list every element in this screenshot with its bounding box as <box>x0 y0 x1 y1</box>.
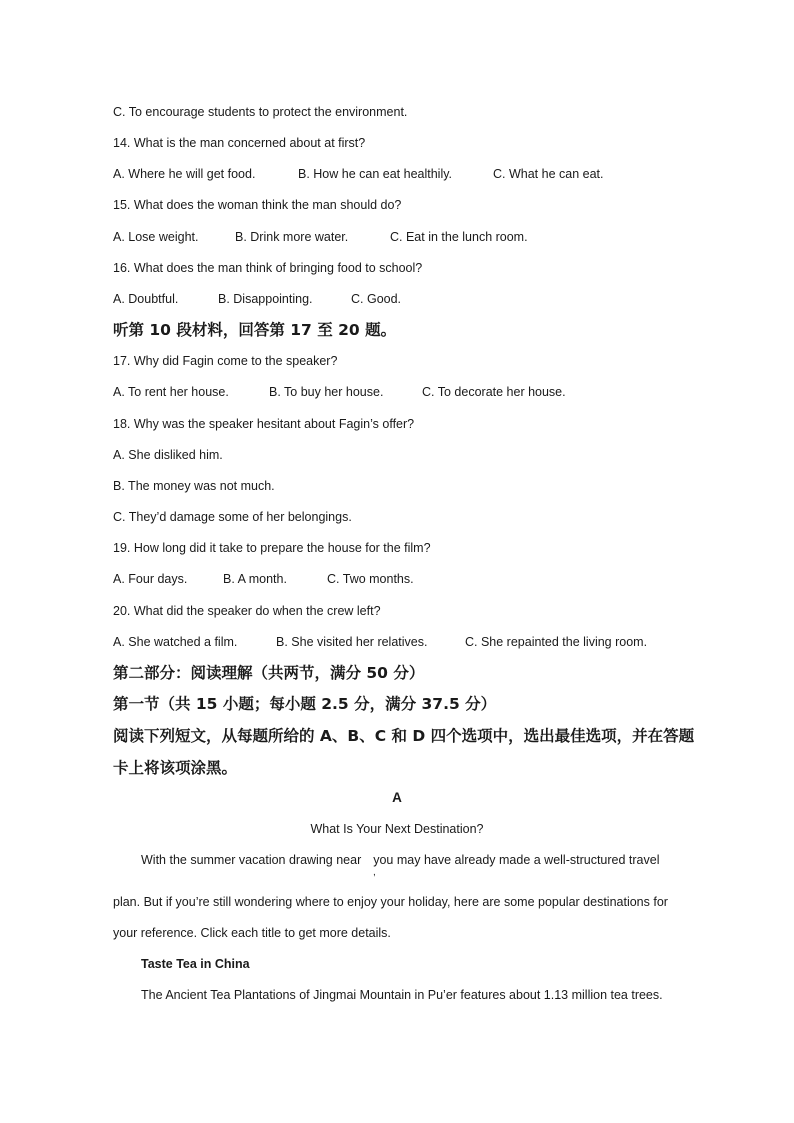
q19-options <box>113 571 414 587</box>
q16-option-a: A. Doubtful. <box>113 292 179 306</box>
paragraph1-line3: your reference. Click each title to get more details. <box>113 926 391 940</box>
q20-option-b: B. She visited her relatives. <box>276 635 428 649</box>
q19-option-a: A. Four days. <box>113 572 188 586</box>
q16-option-c: C. Good. <box>351 292 402 306</box>
reading-instruction-line2: 卡上将该项涂黑。 <box>113 759 238 777</box>
q19-question: 19. How long did it take to prepare the house for the film? <box>113 541 431 555</box>
paragraph1-line1-end: you may have already made a well-structured travel <box>373 853 660 867</box>
reading-section-title: 第一节（共 15 小题；每小题 2.5 分，满分 37.5 分） <box>113 695 497 713</box>
q16-question: 16. What does the man think of bringing food to school? <box>113 261 423 275</box>
q20-option-c: C. She repainted the living room. <box>465 635 648 649</box>
section-10-instruction: 听第 10 段材料，回答第 17 至 20 题。 <box>113 321 397 339</box>
q19-option-c: C. Two months. <box>327 572 414 586</box>
q14-option-c: C. What he can eat. <box>493 167 604 181</box>
passage-letter: A <box>392 790 402 805</box>
q20-option-a: A. She watched a film. <box>113 635 238 649</box>
q15-option-a: A. Lose weight. <box>113 230 199 244</box>
q16-options <box>113 291 401 307</box>
paragraph1-line1-start: With the summer vacation drawing near <box>141 853 362 867</box>
q15-question: 15. What does the woman think the man should do? <box>113 198 402 212</box>
q16-option-b: B. Disappointing. <box>218 292 313 306</box>
q17-options <box>113 384 566 400</box>
q18-option-a: A. She disliked him. <box>113 448 223 462</box>
q15-options <box>113 229 528 245</box>
q18-option-b: B. The money was not much. <box>113 479 275 493</box>
q14-question: 14. What is the man concerned about at first? <box>113 136 366 150</box>
q18-option-c: C. They’d damage some of her belongings. <box>113 510 352 524</box>
q18-question: 18. Why was the speaker hesitant about Fagin’s offer? <box>113 417 415 431</box>
q20-question: 20. What did the speaker do when the crew left? <box>113 604 381 618</box>
subheading-taste-tea: Taste Tea in China <box>141 957 250 971</box>
q15-option-b: B. Drink more water. <box>235 230 349 244</box>
q15-option-c: C. Eat in the lunch room. <box>390 230 528 244</box>
q17-option-a: A. To rent her house. <box>113 385 229 399</box>
paragraph1-line2: plan. But if you’re still wondering where to enjoy your holiday, here are some popular destinations for <box>113 895 668 909</box>
reading-instruction-line1: 阅读下列短文，从每题所给的 A、B、C 和 D 四个选项中，选出最佳选项，并在答题 <box>113 727 695 745</box>
paragraph1-comma: , <box>373 867 376 878</box>
q17-option-c: C. To decorate her house. <box>422 385 566 399</box>
q17-question: 17. Why did Fagin come to the speaker? <box>113 354 338 368</box>
reading-part-title: 第二部分：阅读理解（共两节，满分 50 分） <box>113 664 425 682</box>
q19-option-b: B. A month. <box>223 572 287 586</box>
paragraph1-line1 <box>141 852 659 868</box>
q13-option-c: C. To encourage students to protect the environment. <box>113 105 408 119</box>
q14-options <box>113 166 603 182</box>
q14-option-b: B. How he can eat healthily. <box>298 167 453 181</box>
q14-option-a: A. Where he will get food. <box>113 167 256 181</box>
q20-options <box>113 634 647 650</box>
q17-option-b: B. To buy her house. <box>269 385 384 399</box>
passage-title: What Is Your Next Destination? <box>310 822 484 836</box>
paragraph2-line1: The Ancient Tea Plantations of Jingmai Mountain in Pu’er features about 1.13 million tea trees. <box>141 988 663 1002</box>
